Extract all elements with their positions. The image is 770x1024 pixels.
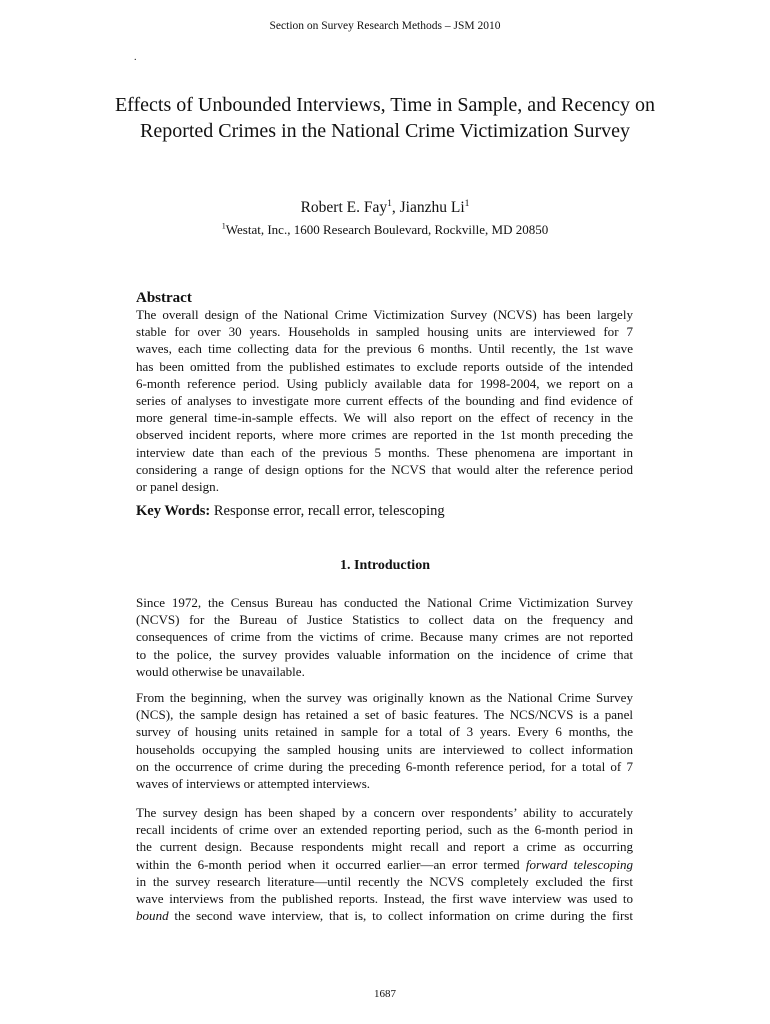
text-line: recall incidents of crime over an extended reporting period, such as the 6-month period in <box>136 822 633 838</box>
text-line: consequences of crime from the victims of crime. Because many crimes are not reported <box>136 629 633 645</box>
abstract-heading: Abstract <box>136 290 192 306</box>
author-separator: , <box>391 199 400 216</box>
running-header: Section on Survey Research Methods – JSM 2010 <box>269 20 501 32</box>
text-line: interview date than each of the previous 5 months. These phenomena are important in <box>136 444 633 460</box>
page-number: 1687 <box>374 988 396 1000</box>
text-line: in the survey research literature—until recently the NCVS completely excluded the first <box>136 873 633 889</box>
text-line: households occupying the sampled housing units are interviewed to collect information <box>136 741 633 757</box>
text-line: on the occurrence of crime during the preceding 6-month reference period, for a total of 7 <box>136 758 633 774</box>
text-line: (NCVS) for the Bureau of Justice Statistics to collect data on the frequency and <box>136 612 633 628</box>
author-affiliation-marker: 1 <box>387 197 392 209</box>
italic-term: forward telescoping <box>525 856 634 872</box>
text-line: wave interviews from the published reports. Instead, the first wave interview was used to <box>136 891 633 907</box>
text-line: From the beginning, when the survey was originally known as the National Crime Survey <box>136 690 633 705</box>
text-line: Since 1972, the Census Bureau has conducted the National Crime Victimization Survey <box>136 595 633 610</box>
text-line: more general time-in-sample effects. We will also report on the effect of recency in the <box>136 410 633 426</box>
text-line: The overall design of the National Crime Victimization Survey (NCVS) has been largely <box>136 307 633 322</box>
affiliation <box>0 222 770 238</box>
text-line: The survey design has been shaped by a concern over respondents’ ability to accurately <box>136 805 633 820</box>
affiliation-marker: 1 <box>221 221 226 231</box>
keywords-text: Response error, recall error, telescoping <box>213 503 445 519</box>
italic-term: bound <box>136 908 169 924</box>
author-name: Jianzhu Li <box>399 199 465 216</box>
text-line: (NCS), the sample design has retained a set of basic features. The NCS/NCVS is a panel <box>136 707 633 723</box>
keywords-label: Key Words: <box>136 503 211 519</box>
text-line: 6-month reference period. Using publicly available data for 1998-2004, we report on a <box>136 375 633 391</box>
abstract-body <box>136 306 633 495</box>
text-line: to the police, the survey provides valuable information on the incidence of crime that <box>136 646 633 662</box>
text-line: waves, each time collecting data for the previous 6 months. Until recently, the 1st wave <box>136 341 633 357</box>
intro-paragraph-1 <box>136 594 633 680</box>
text-line: series of analyses to investigate more current effects of the bounding and find evidence of <box>136 393 633 409</box>
text-line: waves of interviews or attempted interviews. <box>136 776 371 792</box>
intro-paragraph-3 <box>136 804 633 924</box>
author-affiliation-marker: 1 <box>464 197 470 209</box>
stray-mark: . <box>134 52 137 63</box>
text-run: the second wave interview, that is, to collect information on crime during the first <box>168 908 633 924</box>
section-heading-introduction: 1. Introduction <box>340 558 430 573</box>
text-line: survey of housing units retained in sample for a total of 3 years. Every 6 months, the <box>136 724 633 740</box>
intro-paragraph-2 <box>136 689 633 792</box>
text-line: stable for over 30 years. Households in sampled housing units are interviewed for 7 <box>136 324 633 340</box>
text-line: considering a range of design options for the NCVS that would alter the reference period <box>136 461 633 477</box>
text-line: the current design. Because respondents might recall and report a crime as occurring <box>136 839 633 855</box>
text-run: within the 6-month period when it occurred earlier—an error termed <box>136 856 526 872</box>
text-line: observed incident reports, where more crimes are reported in the 1st month preceding the <box>136 427 633 443</box>
paper-title: Effects of Unbounded Interviews, Time in Sample, and Recency on Reported Crimes in the National Crime Victimization Survey <box>114 94 656 142</box>
affiliation-text: Westat, Inc., 1600 Research Boulevard, Rockville, MD 20850 <box>225 222 549 237</box>
author-line <box>0 199 770 217</box>
author-name: Robert E. Fay <box>300 199 388 216</box>
text-line: or panel design. <box>136 479 219 495</box>
text-line <box>136 907 633 924</box>
text-line: has been omitted from the published estimates to exclude reports outside of the intended <box>136 358 633 374</box>
text-line: would otherwise be unavailable. <box>136 663 305 679</box>
keywords <box>136 503 445 520</box>
text-line <box>136 856 633 873</box>
